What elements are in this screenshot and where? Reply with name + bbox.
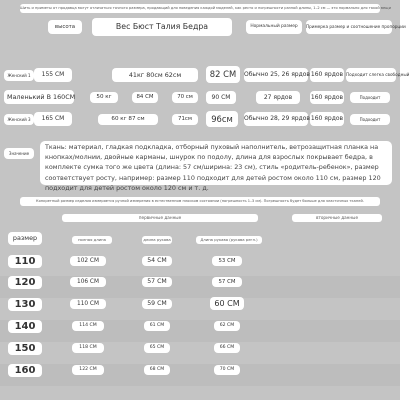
row3-fit: Подходит xyxy=(350,114,390,125)
raglan-sleeve-value: 53 CM xyxy=(212,256,242,266)
size-value: 150 xyxy=(8,342,42,355)
material-tag: Значение xyxy=(4,148,34,159)
header-recommended: Примерка размер и соотношение пропорции xyxy=(306,20,392,34)
row1-tag: Женский 1 xyxy=(4,70,34,81)
row3-tag: Женский 3 xyxy=(4,114,34,125)
row3-measurements: 60 кг 87 см xyxy=(98,114,158,125)
row1-height: 155 CM xyxy=(34,68,72,82)
row3-waist: 71см xyxy=(172,114,198,125)
raglan-sleeve-value: 62 CM xyxy=(214,321,240,331)
size-value: 110 xyxy=(8,255,42,268)
group-secondary-data: вторичные данные xyxy=(292,214,382,222)
row-band xyxy=(0,364,400,386)
size-value: 130 xyxy=(8,298,42,311)
full-length-value: 110 CM xyxy=(70,299,106,309)
row1-hip: 82 CM xyxy=(206,66,240,83)
size-value: 120 xyxy=(8,276,42,289)
row2-tag: Маленький В 160СМ xyxy=(4,90,74,104)
row2-weight: 50 кг xyxy=(90,92,118,103)
sleeve-length-value: 57 CM xyxy=(142,277,172,287)
raglan-sleeve-value: 70 CM xyxy=(214,365,240,375)
group-primary-data: первичные данные xyxy=(62,214,258,222)
row1-fit: Подходит слегка свободный xyxy=(346,68,396,82)
product-description: Ткань: материал, гладкая подкладка, отборный пуховый наполнитель, ветрозащитная планка на кнопках/молнии, двойные карманы, шнурок по подолу, длина для взрослых покрывает бедра, в комплекте сумка того же цвета (длина: 57 см/ширина: 23 см), стиль «родитель-ребенок», размер соответствует росту, например: размер 110 подходит для детей ростом около 110 см, размер 120 подходит для детей ростом около 120 см и т. д. xyxy=(40,141,392,185)
row3-normal: Обычно 28, 29 ярдов xyxy=(244,112,308,126)
full-length-value: 114 CM xyxy=(72,321,104,331)
row2-yards: 160 ярдов xyxy=(310,91,344,104)
row3-yards: 160 ярдов xyxy=(310,112,344,126)
row2-hip: 90 CM xyxy=(206,91,236,104)
header-normal-size: Нормальный размер xyxy=(246,20,302,34)
size-value: 140 xyxy=(8,320,42,333)
sleeve-length-value: 59 CM xyxy=(142,299,172,309)
row1-measurements: 41кг 80см 62см xyxy=(112,68,198,82)
raglan-sleeve-value: 60 CM xyxy=(210,297,244,310)
top-note: Шить и приметы от продавца могут отличаться точного размера, продающий для поведения каждой моделей, как ресто и погрешности разной длины, 1–2 см — это нормально для такой вещи xyxy=(20,4,380,13)
header-height: высота xyxy=(48,20,82,34)
sleeve-length-value: 61 CM xyxy=(144,321,170,331)
sleeve-length-value: 54 CM xyxy=(142,256,172,266)
sleeve-length-value: 65 CM xyxy=(144,343,170,353)
row2-waist: 70 см xyxy=(172,92,198,103)
row3-height: 165 CM xyxy=(34,112,72,126)
full-length-value: 122 CM xyxy=(72,365,104,375)
sleeve-length-value: 68 CM xyxy=(144,365,170,375)
column-raglan-sleeve: Длина рукава (рукава регл.) xyxy=(196,236,262,244)
full-length-value: 102 CM xyxy=(70,256,106,266)
size-value: 160 xyxy=(8,364,42,377)
full-length-value: 106 CM xyxy=(70,277,106,287)
row2-normal: 27 ярдов xyxy=(256,91,300,104)
raglan-sleeve-value: 66 CM xyxy=(214,343,240,353)
row1-normal: Обычно 25, 26 ярдов xyxy=(244,68,308,82)
column-sleeve-length: длина рукава xyxy=(143,237,171,242)
row-band xyxy=(0,320,400,342)
column-full-length: полная длина xyxy=(72,236,112,244)
row2-bust: 84 CM xyxy=(132,92,158,103)
full-length-value: 118 CM xyxy=(72,343,104,353)
row2-fit: Подходит xyxy=(350,92,390,103)
raglan-sleeve-value: 57 CM xyxy=(212,277,242,287)
row1-yards: 160 ярдов xyxy=(310,68,344,82)
row3-hip: 96см xyxy=(206,111,238,127)
size-column-header: размер xyxy=(8,232,42,245)
row-band xyxy=(0,276,400,298)
measurement-note: Конкретный размер изделия измеряется ручной измерения в естественном плоском состоянии (погрешность 1–3 см). Погрешность будет больше для эластичных тканей. xyxy=(20,197,380,206)
header-measurements: Вес Бюст Талия Бедра xyxy=(92,18,232,36)
